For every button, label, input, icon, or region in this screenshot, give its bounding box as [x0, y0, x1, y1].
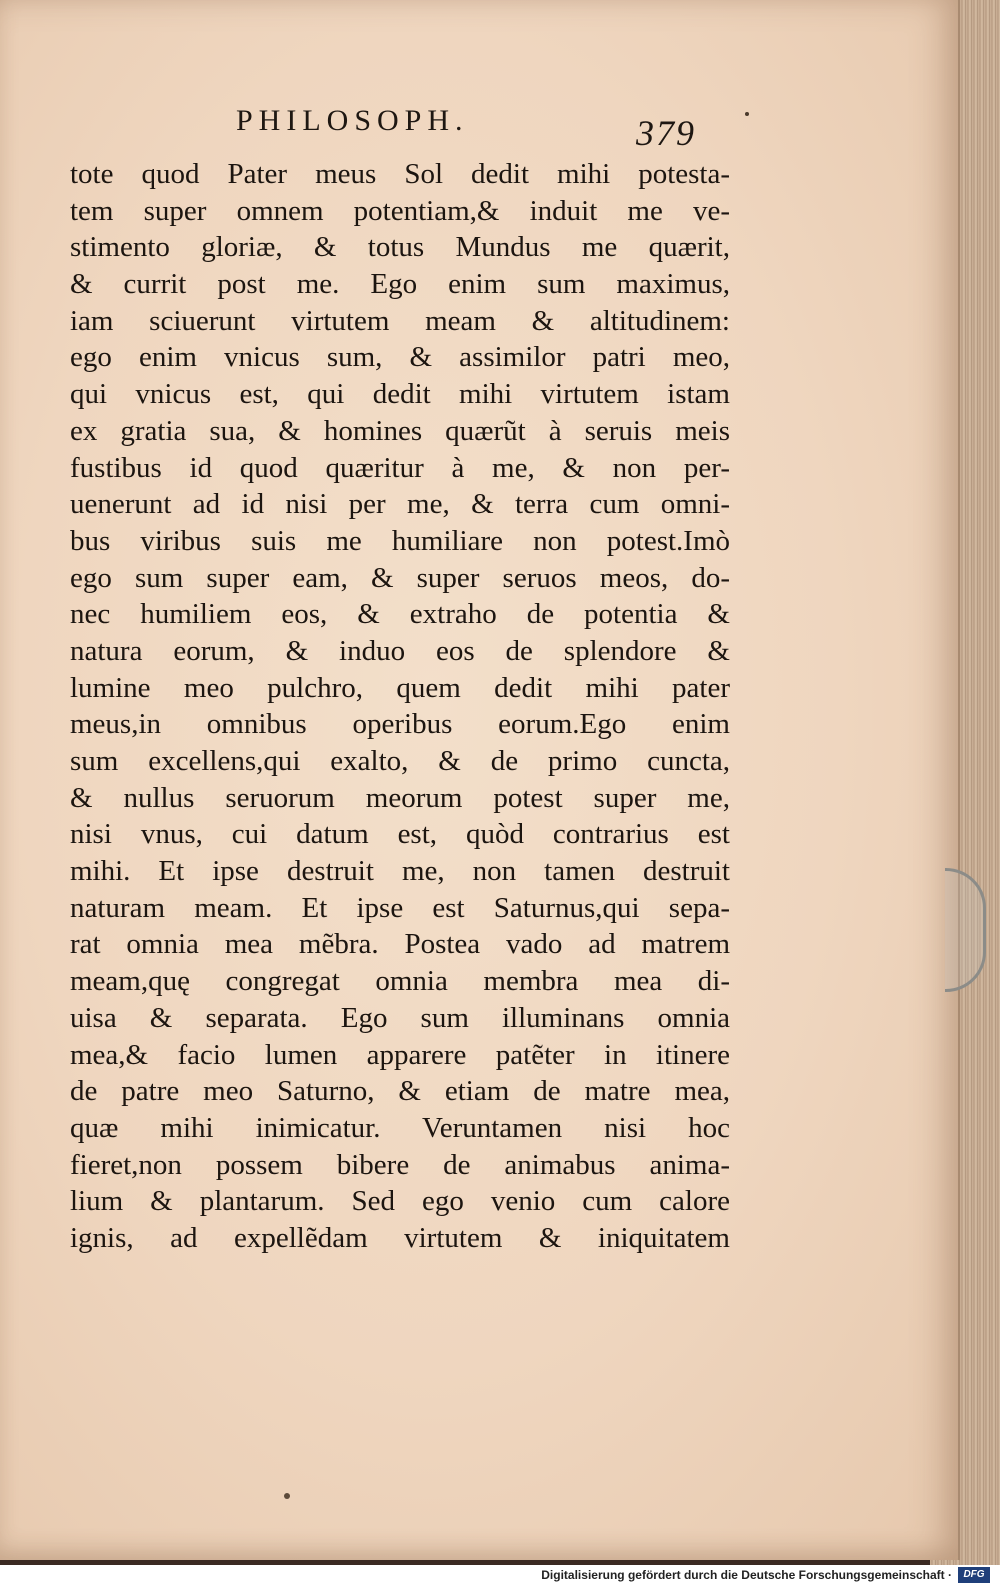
text-line: naturam meam. Et ipse est Saturnus,qui sepa-	[70, 891, 730, 924]
funding-credit: Digitalisierung gefördert durch die Deutsche Forschungsgemeinschaft ·	[541, 1568, 952, 1582]
text-line: uenerunt ad id nisi per me, & terra cum omni-	[70, 488, 730, 521]
text-line: rat omnia mea mẽbra. Postea vado ad matrem	[70, 928, 730, 961]
text-line: quæ mihi inimicatur. Veruntamen nisi hoc	[70, 1111, 730, 1144]
text-line: ignis, ad expellẽdam virtutem & iniquitatem	[70, 1221, 730, 1254]
text-line: mea,& facio lumen apparere patẽter in itinere	[70, 1038, 730, 1071]
text-line: de patre meo Saturno, & etiam de matre mea,	[70, 1075, 730, 1108]
text-line: ex gratia sua, & homines quærũt à seruis meis	[70, 414, 730, 447]
text-line: & currit post me. Ego enim sum maximus,	[70, 268, 730, 301]
text-line: nisi vnus, cui datum est, quòd contrarius est	[70, 818, 730, 851]
text-line: meus,in omnibus operibus eorum.Ego enim	[70, 708, 730, 741]
body-text	[70, 156, 730, 1257]
text-line: bus viribus suis me humiliare non potest.Imò	[70, 524, 730, 557]
text-line: nec humiliem eos, & extraho de potentia &	[70, 598, 730, 631]
page-number: 379	[636, 113, 696, 153]
text-line: ego enim vnicus sum, & assimilor patri meo,	[70, 341, 730, 374]
text-line: mihi. Et ipse destruit me, non tamen destruit	[70, 855, 730, 888]
text-line: lumine meo pulchro, quem dedit mihi pater	[70, 671, 730, 704]
ornament-dot	[284, 1493, 290, 1499]
text-line: fustibus id quod quæritur à me, & non per-	[70, 451, 730, 484]
text-line: & nullus seruorum meorum potest super me,	[70, 781, 730, 814]
text-line: tote quod Pater meus Sol dedit mihi potesta-	[70, 158, 730, 190]
ink-speck	[745, 112, 749, 116]
text-line: meam,quę congregat omnia membra mea di-	[70, 965, 730, 998]
text-line: uisa & separata. Ego sum illuminans omnia	[70, 1001, 730, 1034]
running-head: PHILOSOPH.	[236, 104, 469, 137]
dfg-logo-icon: DFG	[958, 1567, 990, 1583]
text-line: stimento gloriæ, & totus Mundus me quærit,	[70, 231, 730, 264]
text-line: sum excellens,qui exalto, & de primo cuncta,	[70, 745, 730, 777]
text-line: qui vnicus est, qui dedit mihi virtutem istam	[70, 378, 730, 411]
text-line: iam sciuerunt virtutem meam & altitudinem:	[70, 304, 730, 337]
text-line: tem super omnem potentiam,& induit me ve-	[70, 194, 730, 227]
text-line: ego sum super eam, & super seruos meos, do-	[70, 561, 730, 594]
text-line: lium & plantarum. Sed ego venio cum calore	[70, 1185, 730, 1218]
digitization-footer	[0, 1565, 1000, 1587]
text-line: natura eorum, & induo eos de splendore &	[70, 634, 730, 667]
text-line: fieret,non possem bibere de animabus anima-	[70, 1148, 730, 1181]
